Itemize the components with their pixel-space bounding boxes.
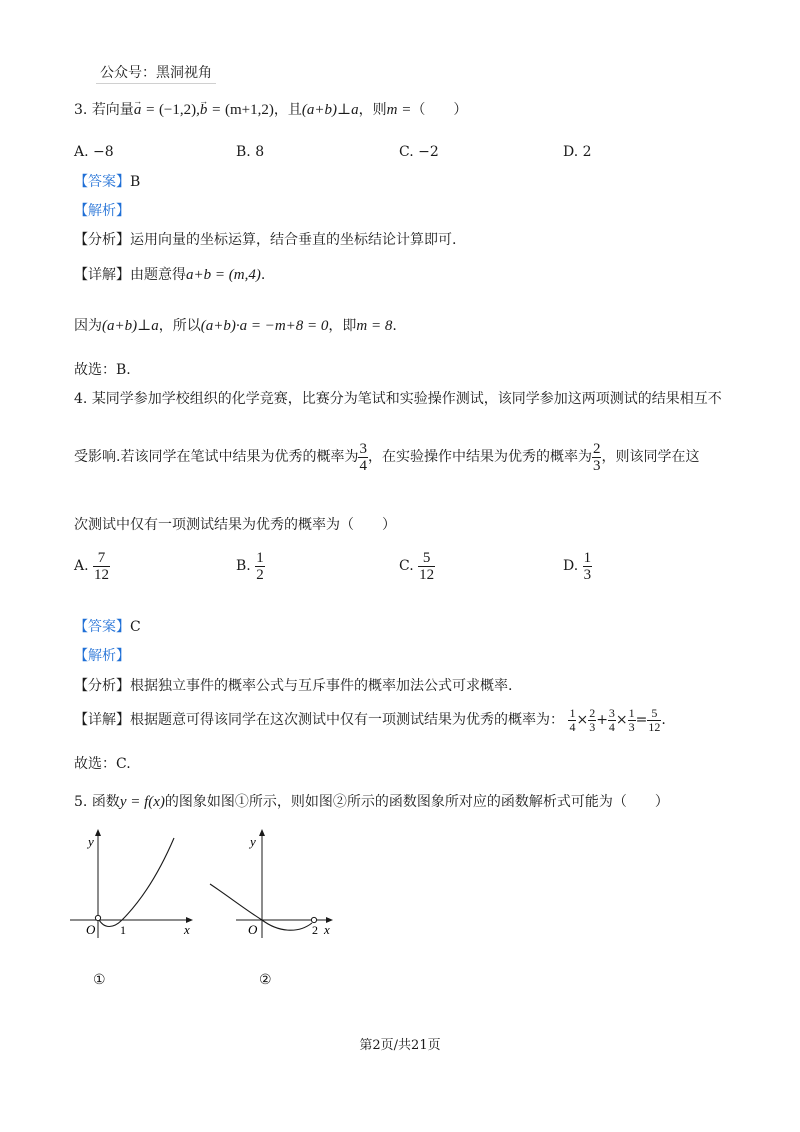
q3-analysis-tag: 【解析】 — [74, 203, 130, 219]
q3-then: ，则 — [358, 102, 387, 118]
q3-stem — [74, 100, 467, 120]
q3-prefix: 若向量 — [91, 102, 134, 118]
q4-guxuan: 故选：C. — [74, 756, 131, 772]
graph1-mark-label: 1 — [120, 923, 126, 937]
graph1-origin-label: O — [86, 922, 96, 937]
calc-frac-1: $\frac{1}{4}$ — [569, 705, 576, 734]
graph1-open-point — [95, 915, 100, 920]
graph2-open-point — [311, 917, 316, 922]
q3-xiangjie: 【详解】由题意得a+b = (m,4). — [74, 267, 266, 283]
q3-answer: 【答案】B — [74, 174, 141, 190]
graph2-origin-label: O — [248, 922, 258, 937]
watermark-label: 公众号：黑洞视角 — [96, 62, 216, 84]
q3-ask: m = — [386, 102, 412, 118]
q4-option-d: D. $\frac{1}{3}$ — [563, 549, 592, 583]
q3-condition: (a+b)⊥a — [301, 102, 359, 118]
q3-cond-prefix: ，且 — [273, 102, 302, 118]
q4-stem-line2: 受影响.若该同学在笔试中结果为优秀的概率为 $\frac{3}{4}$ ，在实验操作中结果为优秀的概率为 $\frac{2}{3}$ ，则该同学在这 — [74, 440, 700, 474]
graph1-curve — [98, 838, 174, 927]
q3-option-d: D. 2 — [563, 144, 592, 160]
graph2-mark-label: 2 — [312, 923, 318, 937]
q3-option-b: B. 8 — [236, 144, 265, 160]
graph1-y-label: y — [88, 834, 94, 849]
q4-stem-line1: 4. 某同学参加学校组织的化学竞赛，比赛分为笔试和实验操作测试，该同学参加这两项测试的结果相互不 — [74, 391, 722, 407]
q3-fenxi: 【分析】运用向量的坐标运算，结合垂直的坐标结论计算即可. — [74, 232, 457, 248]
calc-result: $\frac{5}{12}$ — [648, 705, 661, 734]
q4-option-a: A. $\frac{7}{12}$ — [74, 549, 110, 583]
q4-p1-fraction: $\frac{3}{4}$ — [359, 440, 367, 474]
q3-guxuan: 故选：B. — [74, 362, 131, 378]
q4-option-b: B. $\frac{1}{2}$ — [236, 549, 264, 583]
q3-option-c: C. −2 — [399, 144, 439, 160]
graph-1 — [66, 826, 206, 942]
q4-answer: 【答案】C — [74, 619, 141, 635]
q4-xiangjie: 【详解】根据题意可得该同学在这次测试中仅有一项测试结果为优秀的概率为： $\frac{1}{4}$ × $\frac{2}{3}$ + $\frac{3}{4}$ × $\frac{1}{3}$ = $\frac{5}{12}$ . — [74, 705, 666, 734]
graph1-caption: ① — [93, 972, 106, 988]
graph2-caption: ② — [259, 972, 272, 988]
q4-analysis-tag: 【解析】 — [74, 648, 130, 664]
q3-paren: （ ） — [411, 102, 468, 118]
q4-fenxi: 【分析】根据独立事件的概率公式与互斥事件的概率加法公式可求概率. — [74, 678, 513, 694]
graph-2 — [206, 826, 346, 942]
q3-because: 因为(a+b)⊥a，所以(a+b)·a = −m+8 = 0，即m = 8. — [74, 318, 397, 334]
page-footer: 第2页/共21页 — [359, 1038, 441, 1053]
graph1-x-label: x — [184, 922, 190, 937]
q3-vec-a: → a = (−1,2),→ b = (m+1,2) — [134, 102, 274, 118]
calc-frac-2: $\frac{2}{3}$ — [589, 705, 596, 734]
q5-stem: 5. 函数y = f(x)的图象如图①所示，则如图②所示的函数图象所对应的函数解析式可能为（ ） — [74, 794, 669, 810]
graph2-x-label: x — [324, 922, 330, 937]
q4-p2-fraction: $\frac{2}{3}$ — [592, 440, 601, 474]
graph2-curve — [210, 884, 312, 930]
q3-option-a: A. −8 — [74, 144, 114, 160]
calc-frac-3: $\frac{3}{4}$ — [608, 705, 615, 734]
q3-number: 3. — [74, 102, 88, 118]
calc-frac-4: $\frac{1}{3}$ — [628, 705, 635, 734]
q4-stem-line3: 次测试中仅有一项测试结果为优秀的概率为（ ） — [74, 517, 396, 533]
graph2-y-label: y — [250, 834, 256, 849]
q4-option-c: C. $\frac{5}{12}$ — [399, 549, 435, 583]
